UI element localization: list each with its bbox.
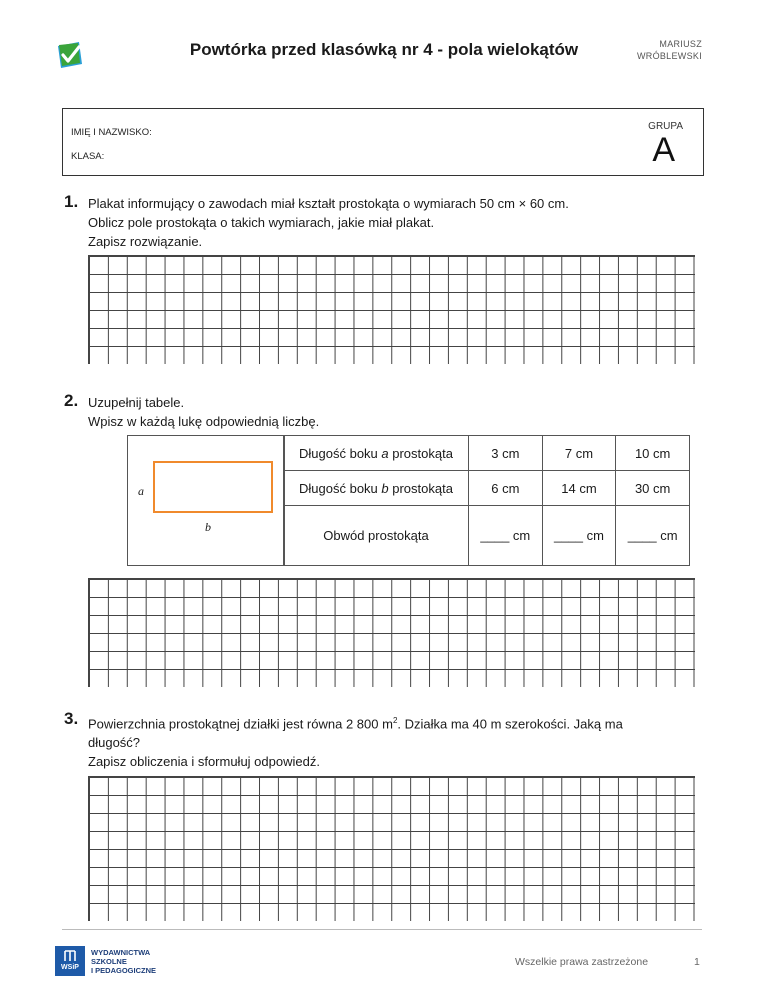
footer-divider [62, 929, 702, 930]
table-cell: 6 cm [469, 471, 543, 506]
group-value: A [652, 131, 675, 169]
table-row [284, 436, 690, 471]
rectangle-table [283, 435, 690, 566]
rectangle-figure-panel [127, 435, 285, 566]
table-cell: 14 cm [542, 471, 616, 506]
answer-grid-1[interactable] [88, 255, 695, 364]
answer-grid-3[interactable] [88, 776, 695, 921]
table-cell: 3 cm [469, 436, 543, 471]
perimeter-blank[interactable]: ____ cm [469, 506, 543, 566]
publisher-line-1: WYDAWNICTWA [91, 948, 151, 957]
wsip-logo-text: WSiP [61, 964, 79, 971]
publisher-name [91, 948, 156, 975]
name-label: IMIĘ I NAZWISKO: [71, 127, 152, 138]
side-b-label: b [205, 520, 211, 534]
answer-grid-2[interactable] [88, 578, 695, 687]
author-name [637, 38, 702, 62]
question-2-text [88, 393, 319, 431]
page-title: Powtórka przed klasówką nr 4 - pola wielokątów [189, 40, 579, 59]
row-perimeter-label: Obwód prostokąta [284, 506, 469, 566]
side-a-label: a [138, 484, 144, 498]
perimeter-blank[interactable]: ____ cm [616, 506, 690, 566]
question-1-line-2: Oblicz pole prostokąta o takich wymiarach, jakie miał plakat. [88, 215, 435, 230]
rights-notice: Wszelkie prawa zastrzeżone [515, 956, 649, 968]
table-row [284, 471, 690, 506]
wsip-logo-icon [63, 950, 77, 962]
page-number: 1 [694, 956, 700, 968]
question-3-text [88, 711, 708, 771]
student-info-box [62, 108, 704, 176]
rectangle-figure [153, 461, 273, 513]
group-label: GRUPA [648, 121, 683, 132]
question-2-line-2: Wpisz w każdą lukę odpowiednią liczbę. [88, 414, 320, 429]
publisher-line-2: SZKOLNE [91, 957, 127, 966]
author-line-2: WRÓBLEWSKI [636, 51, 702, 61]
row-a-label: Długość boku a prostokąta [284, 436, 469, 471]
question-1-line-3: Zapisz rozwiązanie. [88, 234, 203, 249]
question-3-number: 3. [64, 709, 79, 728]
question-3-line-3: Zapisz obliczenia i sformułuj odpowiedź. [88, 754, 320, 770]
question-1-line-1: Plakat informujący o zawodach miał kształt prostokąta o wymiarach 50 cm × 60 cm. [88, 196, 569, 211]
table-row [284, 506, 690, 566]
publisher-line-3: I PEDAGOGICZNE [91, 966, 157, 975]
row-b-label: Długość boku b prostokąta [284, 471, 469, 506]
question-3-line-1: Powierzchnia prostokątnej działki jest równa 2 800 $m^2$. Działka ma 40 m szerokości. Jaką ma [88, 716, 623, 732]
question-3-line-2: długość? [88, 735, 141, 751]
question-2-number: 2. [64, 391, 79, 410]
question-1-number: 1. [64, 192, 79, 211]
class-label: KLASA: [71, 151, 105, 162]
author-line-1: MARIUSZ [659, 39, 702, 49]
wsip-logo [55, 946, 85, 976]
table-cell: 10 cm [616, 436, 690, 471]
question-2-line-1: Uzupełnij tabele. [88, 395, 185, 410]
table-cell: 7 cm [542, 436, 616, 471]
question-1-text [88, 194, 569, 251]
perimeter-blank[interactable]: ____ cm [542, 506, 616, 566]
table-cell: 30 cm [616, 471, 690, 506]
